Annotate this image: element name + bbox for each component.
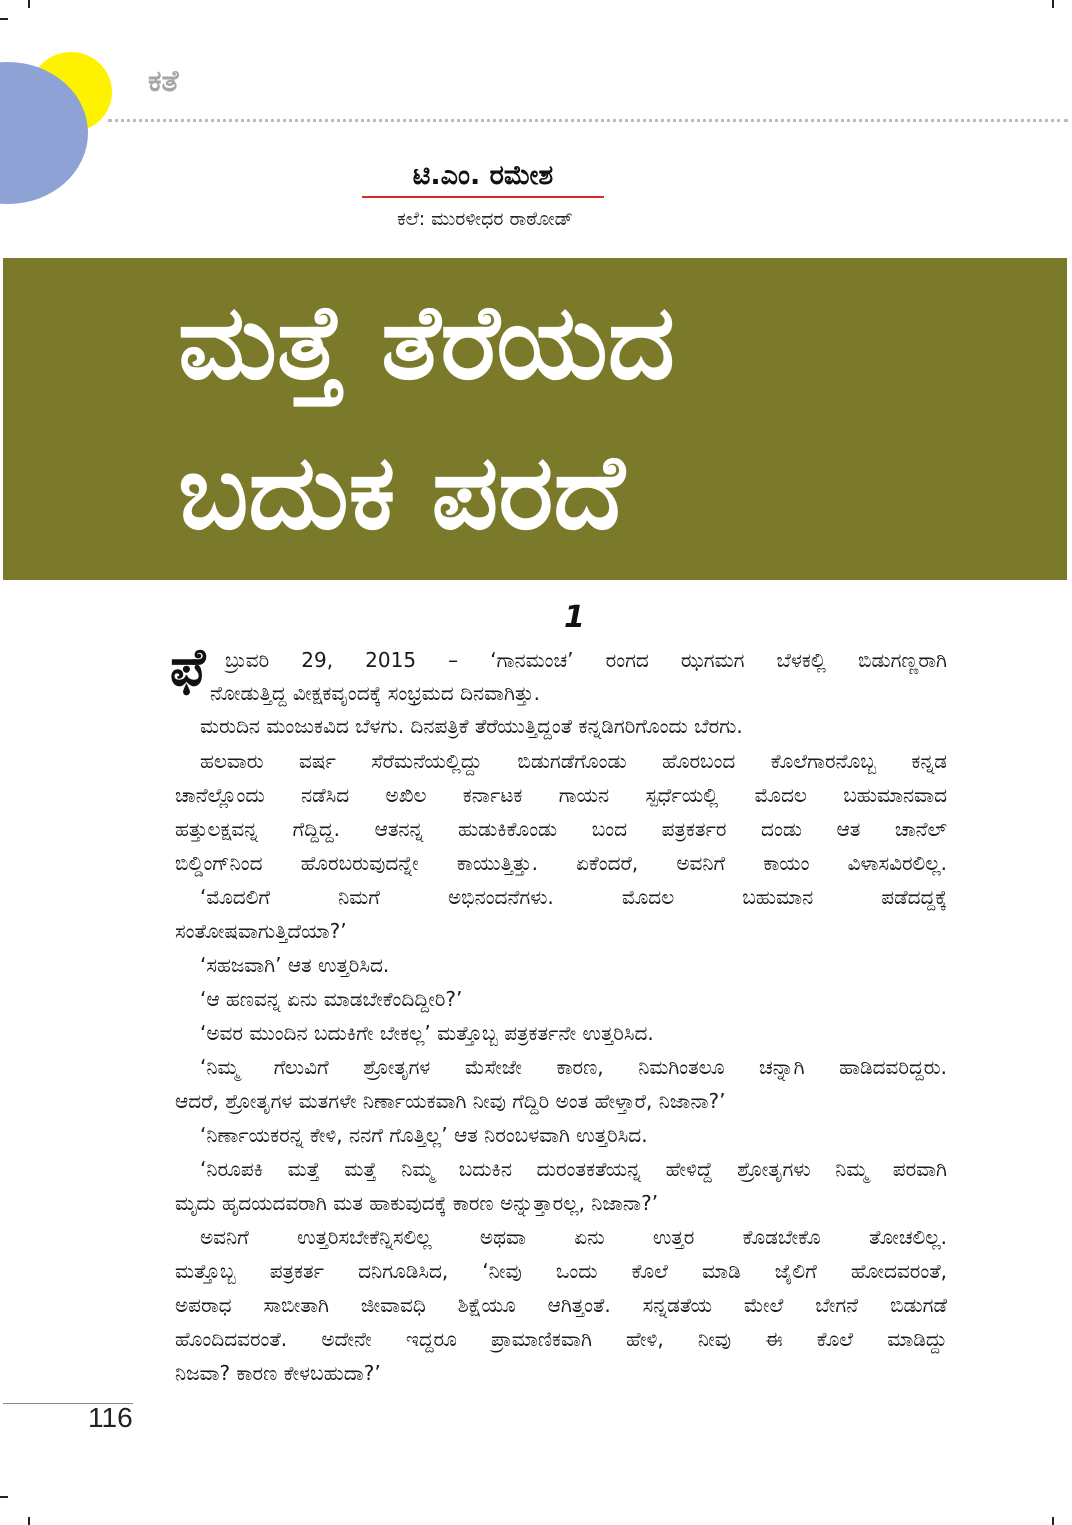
- author-name: ಟಿ.ಎಂ. ರಮೇಶ: [362, 160, 604, 198]
- story-line: ಚಾನೆಲ್ಲೊಂದು ನಡೆಸಿದ ಅಖಿಲ ಕರ್ನಾಟಕ ಗಾಯನ ಸ್ಪರ್ಧೆಯಲ್ಲಿ ಮೊದಲ ಬಹುಮಾನವಾದ: [175, 783, 947, 807]
- story-line: ‘ಅವರ ಮುಂದಿನ ಬದುಕಿಗೇ ಬೇಕಲ್ಲ’ ಮತ್ತೊಬ್ಬ ಪತ್ರಕರ್ತನೇ ಉತ್ತರಿಸಿದ.: [200, 1021, 654, 1045]
- story-line: ಮತ್ತೊಬ್ಬ ಪತ್ರಕರ್ತ ದನಿಗೂಡಿಸಿದ, ‘ನೀವು ಒಂದು ಕೊಲೆ ಮಾಡಿ ಜೈಲಿಗೆ ಹೋದವರಂತೆ,: [175, 1259, 947, 1283]
- story-line: ‘ನಿರೂಪಕಿ ಮತ್ತೆ ಮತ್ತೆ ನಿಮ್ಮ ಬದುಕಿನ ದುರಂತಕತೆಯನ್ನ ಹೇಳಿದ್ದೆ ಶ್ರೋತೃಗಳು ನಿಮ್ಮ ಪರವಾಗಿ: [200, 1157, 947, 1181]
- story-line: ನೋಡುತ್ತಿದ್ದ ವೀಕ್ಷಕವೃಂದಕ್ಕೆ ಸಂಭ್ರಮದ ದಿನವಾಗಿತ್ತು.: [210, 681, 540, 705]
- story-line: ಹತ್ತುಲಕ್ಷವನ್ನ ಗೆದ್ದಿದ್ದ. ಆತನನ್ನ ಹುಡುಕಿಕೊಂಡು ಬಂದ ಪತ್ರಕರ್ತರ ದಂಡು ಆತ ಚಾನೆಲ್: [175, 817, 947, 841]
- story-line: ‘ಆ ಹಣವನ್ನ ಏನು ಮಾಡಬೇಕೆಂದಿದ್ದೀರಿ?’: [200, 987, 463, 1011]
- artist-credit: ಕಲೆ: ಮುರಳೀಧರ ರಾಠೋಡ್: [397, 208, 573, 230]
- crop-mark: [1052, 1517, 1054, 1525]
- story-line: ‘ನಿರ್ಣಾಯಕರನ್ನ ಕೇಳಿ, ನನಗೆ ಗೊತ್ತಿಲ್ಲ’ ಆತ ನಿರಂಬಳವಾಗಿ ಉತ್ತರಿಸಿದ.: [200, 1123, 648, 1147]
- story-title-line-2: ಬದುಕ ಪರದೆ: [178, 431, 625, 553]
- story-line: ‘ಮೊದಲಿಗೆ ನಿಮಗೆ ಅಭಿನಂದನೆಗಳು. ಮೊದಲ ಬಹುಮಾನ ಪಡೆದದ್ದಕ್ಕೆ: [200, 885, 947, 909]
- decorative-circles: [0, 0, 140, 210]
- story-line: ಸಂತೋಷವಾಗುತ್ತಿದೆಯಾ?’: [175, 919, 347, 943]
- story-line: ಅಪರಾಧ ಸಾಬೀತಾಗಿ ಜೀವಾವಧಿ ಶಿಕ್ಷೆಯೂ ಆಗಿತ್ತಂತೆ. ಸನ್ನಡತೆಯ ಮೇಲೆ ಬೇಗನೆ ಬಿಡುಗಡೆ: [175, 1293, 947, 1317]
- story-line: ಆದರೆ, ಶ್ರೋತೃಗಳ ಮತಗಳೇ ನಿರ್ಣಾಯಕವಾಗಿ ನೀವು ಗೆದ್ದಿರಿ ಅಂತ ಹೇಳ್ತಾರೆ, ನಿಜಾನಾ?’: [175, 1089, 726, 1113]
- dotted-divider: [108, 119, 1068, 122]
- crop-mark: [0, 1496, 8, 1498]
- crop-mark: [1052, 0, 1054, 8]
- story-line: ಮೃದು ಹೃದಯದವರಾಗಿ ಮತ ಹಾಕುವುದಕ್ಕೆ ಕಾರಣ ಅನ್ನುತ್ತಾರಲ್ಲ, ನಿಜಾನಾ?’: [175, 1191, 659, 1215]
- story-line: ಬಿಲ್ಡಿಂಗ್‌ನಿಂದ ಹೊರಬರುವುದನ್ನೇ ಕಾಯುತ್ತಿತ್ತು. ಏಕೆಂದರೆ, ಅವನಿಗೆ ಕಾಯಂ ವಿಳಾಸವಿರಲಿಲ್ಲ.: [175, 851, 947, 875]
- chapter-number: 1: [564, 600, 585, 635]
- story-line: ಮರುದಿನ ಮಂಜುಕವಿದ ಬೆಳಗು. ದಿನಪತ್ರಿಕೆ ತೆರೆಯುತ್ತಿದ್ದಂತೆ ಕನ್ನಡಿಗರಿಗೊಂದು ಬೆರಗು.: [200, 714, 743, 738]
- section-label: ಕತೆ: [148, 64, 179, 99]
- story-line: ನಿಜವಾ? ಕಾರಣ ಕೇಳಬಹುದಾ?’: [175, 1361, 381, 1385]
- story-line: ಬ್ರುವರಿ 29, 2015 – ‘ಗಾನಮಂಚ’ ರಂಗದ ಝಗಮಗ ಬೆಳಕಲ್ಲಿ ಬಿಡುಗಣ್ಣರಾಗಿ: [225, 648, 947, 672]
- crop-mark: [28, 1517, 30, 1525]
- drop-cap: ಫೆ: [170, 638, 206, 698]
- story-line: ಅವನಿಗೆ ಉತ್ತರಿಸಬೇಕೆನ್ನಿಸಲಿಲ್ಲ ಅಥವಾ ಏನು ಉತ್ತರ ಕೊಡಬೇಕೊ ತೋಚಲಿಲ್ಲ.: [200, 1225, 947, 1249]
- story-title-line-1: ಮತ್ತೆ ತೆರೆಯದ: [178, 281, 675, 403]
- story-line: ಹಲವಾರು ವರ್ಷ ಸೆರೆಮನೆಯಲ್ಲಿದ್ದು ಬಿಡುಗಡೆಗೊಂಡು ಹೊರಬಂದ ಕೊಲೆಗಾರನೊಬ್ಬ ಕನ್ನಡ: [200, 749, 947, 773]
- story-line: ಹೊಂದಿದವರಂತೆ. ಅದೇನೇ ಇದ್ದರೂ ಪ್ರಾಮಾಣಿಕವಾಗಿ ಹೇಳಿ, ನೀವು ಈ ಕೊಲೆ ಮಾಡಿದ್ದು: [175, 1327, 947, 1351]
- story-line: ‘ಸಹಜವಾಗಿ’ ಆತ ಉತ್ತರಿಸಿದ.: [200, 953, 390, 977]
- page-number: 116: [88, 1402, 133, 1433]
- story-line: ‘ನಿಮ್ಮ ಗೆಲುವಿಗೆ ಶ್ರೋತೃಗಳ ಮೆಸೇಜೇ ಕಾರಣ, ನಿಮಗಿಂತಲೂ ಚನ್ನಾಗಿ ಹಾಡಿದವರಿದ್ದರು.: [200, 1055, 947, 1079]
